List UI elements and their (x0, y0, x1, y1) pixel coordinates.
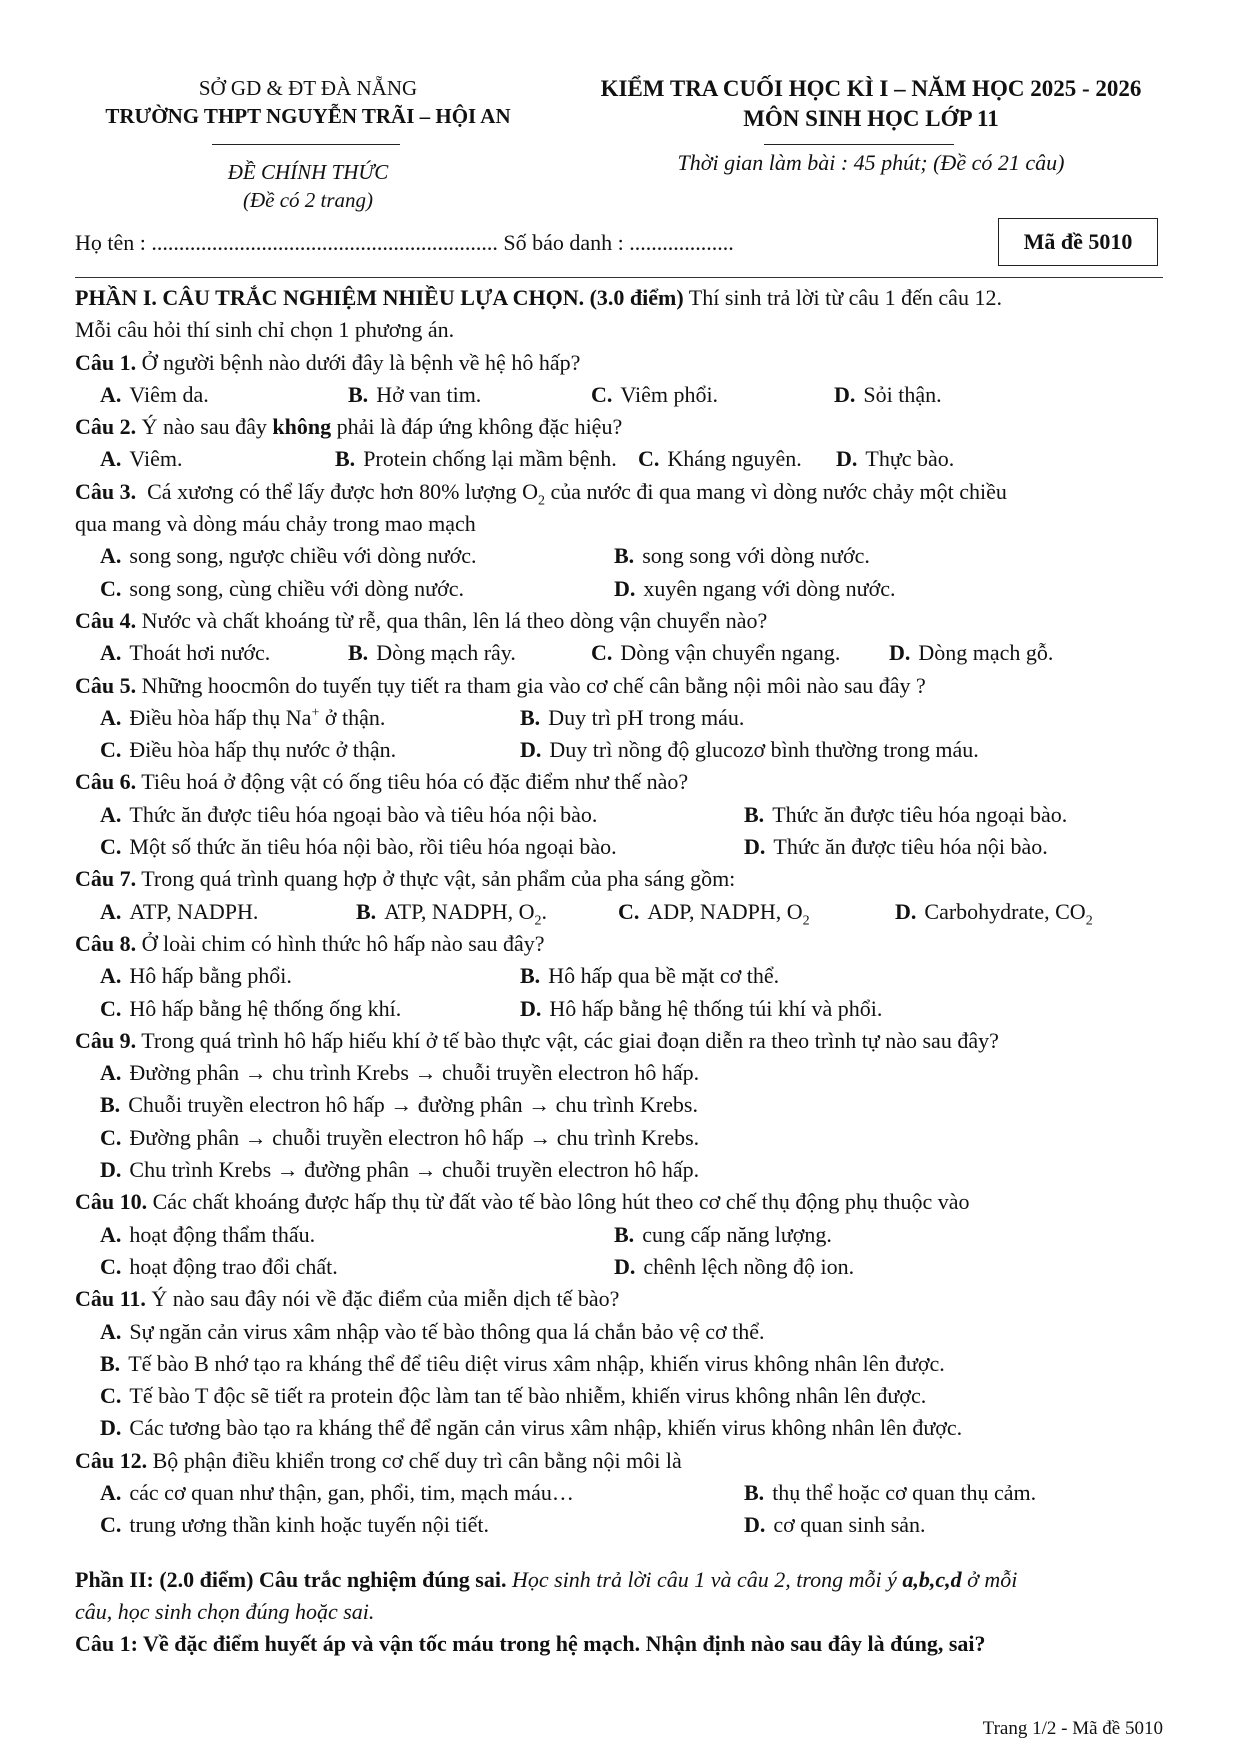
question-8 (75, 928, 1168, 960)
options-6-row2 (75, 831, 1168, 863)
options-10-row1 (75, 1219, 1168, 1251)
option-a[interactable]: A. ATP, NADPH. (100, 898, 259, 924)
option-b[interactable]: B. Thức ăn được tiêu hóa ngoại bào. (744, 801, 1068, 827)
duration: Thời gian làm bài : 45 phút; (Đề có 21 câu) (677, 150, 1065, 175)
part2-items: a,b,c,d (902, 1566, 962, 1592)
option-b[interactable]: B. song song với dòng nước. (614, 543, 870, 569)
question-text: Các chất khoáng được hấp thụ từ đất vào tế bào lông hút theo cơ chế thụ động phụ thuộc vào (152, 1189, 970, 1215)
option-d[interactable]: D. Duy trì nồng độ glucozơ bình thường trong máu. (520, 737, 979, 763)
question-2 (75, 411, 1168, 443)
department: SỞ GD & ĐT ĐÀ NẴNG (198, 76, 418, 100)
candidate-line: Họ tên : ............................................................... Số báo danh : ................... (75, 230, 734, 255)
question-text: Ở loài chim có hình thức hô hấp nào sau đây? (141, 930, 545, 956)
subscript: 2 (537, 493, 545, 509)
question-number: Câu 1. (75, 349, 137, 375)
option-b[interactable]: B. Tế bào B nhớ tạo ra kháng thể để tiêu diệt virus xâm nhập, khiến virus không nhân lên được. (100, 1350, 945, 1376)
question-number: Câu 8. (75, 930, 137, 956)
option-d[interactable]: D. Chu trình Krebs → đường phân → chuỗi truyền electron hô hấp. (100, 1157, 700, 1183)
question-3 (75, 476, 1168, 508)
option-b[interactable]: B. Chuỗi truyền electron hô hấp → đường phân → chu trình Krebs. (100, 1092, 698, 1118)
exam-code-box (998, 218, 1158, 266)
subject-title: MÔN SINH HỌC LỚP 11 (743, 106, 999, 131)
exam-code: Mã đề 5010 (1023, 229, 1133, 254)
question-text: Tiêu hoá ở động vật có ống tiêu hóa có đặc điểm như thế nào? (141, 769, 689, 795)
option-c[interactable]: C. hoạt động trao đổi chất. (100, 1253, 338, 1279)
options-10-row2 (75, 1251, 1168, 1283)
official-label: ĐỀ CHÍNH THỨC (227, 160, 389, 184)
option-a[interactable]: A. Đường phân → chu trình Krebs → chuỗi truyền electron hô hấp. (100, 1060, 700, 1086)
question-4 (75, 605, 1168, 637)
page-footer: Trang 1/2 - Mã đề 5010 (982, 1718, 1163, 1739)
option-a[interactable]: A. hoạt động thẩm thấu. (100, 1221, 316, 1247)
option-b[interactable]: B. Dòng mạch rây. (348, 640, 516, 666)
option-d[interactable]: D. Thực bào. (836, 446, 955, 472)
option-b[interactable]: B. Protein chống lại mầm bệnh. (335, 446, 617, 472)
options-6-row1 (75, 799, 1168, 831)
pages-note: (Đề có 2 trang) (242, 188, 374, 212)
option-a[interactable]: A. Sự ngăn cản virus xâm nhập vào tế bào thông qua lá chắn bảo vệ cơ thể. (100, 1318, 765, 1344)
option-c[interactable]: C. Một số thức ăn tiêu hóa nội bào, rồi tiêu hóa ngoại bào. (100, 834, 617, 860)
option-a[interactable]: A. các cơ quan như thận, gan, phổi, tim, mạch máu… (100, 1479, 574, 1505)
option-b[interactable]: B. Hô hấp qua bề mặt cơ thể. (520, 963, 780, 989)
option-d[interactable]: D. cơ quan sinh sản. (744, 1512, 926, 1538)
options-2 (75, 443, 1168, 475)
official-block (60, 158, 556, 214)
question-text: Trong quá trình hô hấp hiếu khí ở tế bào thực vật, các giai đoạn diễn ra theo trình tự nào sau đây? (141, 1027, 999, 1053)
part2-instruction-end: ở mỗi (967, 1566, 1018, 1592)
part1-title: PHẦN I. CÂU TRẮC NGHIỆM NHIỀU LỰA CHỌN. (75, 285, 585, 310)
option-a[interactable]: A. Hô hấp bằng phổi. (100, 963, 292, 989)
question-text: Những hoocmôn do tuyến tụy tiết ra tham gia vào cơ chế cân bằng nội môi nào sau đây ? (141, 672, 926, 698)
question-number: Câu 5. (75, 672, 137, 698)
option-c[interactable]: C. trung ương thần kinh hoặc tuyến nội tiết. (100, 1512, 489, 1538)
part1-instruction: Thí sinh trả lời từ câu 1 đến câu 12. (688, 285, 1002, 310)
option-d[interactable]: D. Hô hấp bằng hệ thống túi khí và phổi. (520, 995, 883, 1021)
option-b[interactable]: B. cung cấp năng lượng. (614, 1221, 832, 1247)
question-text: Cá xương có thể lấy được hơn 80% lượng O (147, 478, 538, 504)
school-name: TRƯỜNG THPT NGUYỄN TRÃI – HỘI AN (105, 104, 511, 128)
question-text: Ý nào sau đây nói về đặc điểm của miễn dịch tế bào? (151, 1286, 620, 1312)
options-5-row1 (75, 702, 1168, 734)
part2-heading (75, 1564, 1168, 1596)
question-emphasis: không (272, 414, 332, 440)
exam-content (75, 282, 1168, 1660)
option-c[interactable]: C. Dòng vận chuyển ngang. (591, 640, 841, 666)
part1-points: (3.0 điểm) (589, 285, 684, 310)
question-number: Câu 11. (75, 1286, 146, 1312)
part2-instruction2: câu, học sinh chọn đúng hoặc sai. (75, 1598, 375, 1624)
option-a[interactable]: A. Viêm da. (100, 381, 209, 407)
question-number: Câu 12. (75, 1447, 148, 1473)
option-d[interactable]: D. Carbohydrate, $CO_2$ (895, 898, 1093, 929)
question-text: Trong quá trình quang hợp ở thực vật, sản phẩm của pha sáng gồm: (141, 866, 736, 892)
part1-instruction2: Mỗi câu hỏi thí sinh chỉ chọn 1 phương án. (75, 317, 455, 343)
option-a[interactable]: A. song song, ngược chiều với dòng nước. (100, 543, 477, 569)
option-c[interactable]: C. Đường phân → chuỗi truyền electron hô hấp → chu trình Krebs. (100, 1124, 700, 1150)
option-b[interactable]: B. Hở van tim. (348, 381, 482, 407)
option-c[interactable]: C. Kháng nguyên. (638, 446, 802, 472)
options-5-row2 (75, 734, 1168, 766)
question-6 (75, 766, 1168, 798)
options-1 (75, 379, 1168, 411)
question-10 (75, 1186, 1168, 1218)
school-header (60, 74, 556, 130)
options-12-row1 (75, 1477, 1168, 1509)
option-c[interactable]: C. song song, cùng chiều với dòng nước. (100, 575, 464, 601)
section-gap (75, 1542, 1168, 1564)
option-c[interactable]: C. ADP, NADPH, $O_2$ (618, 898, 810, 929)
question-text-end: phải là đáp ứng không đặc hiệu? (336, 414, 623, 440)
question-number: Câu 4. (75, 607, 137, 633)
question-12 (75, 1445, 1168, 1477)
option-b[interactable]: B. ATP, NADPH, $O_2$. (356, 898, 548, 929)
question-number: Câu 10. (75, 1189, 148, 1215)
option-a[interactable]: A. Điều hòa hấp thụ Na+ ở thận. (100, 704, 386, 730)
question-9 (75, 1025, 1168, 1057)
question-number: Câu 9. (75, 1027, 137, 1053)
part2-question-1: Câu 1: Về đặc điểm huyết áp và vận tốc máu trong hệ mạch. Nhận định nào sau đây là đúng, sai? (75, 1631, 986, 1657)
option-c[interactable]: C. Viêm phổi. (591, 381, 719, 407)
part2-instruction: Học sinh trả lời câu 1 và câu 2, trong mỗi ý (511, 1566, 897, 1592)
option-d[interactable]: D. chênh lệch nồng độ ion. (614, 1253, 855, 1279)
options-3-row2 (75, 573, 1168, 605)
header-rule-left (212, 144, 400, 145)
question-text: Ở người bệnh nào dưới đây là bệnh về hệ hô hấp? (141, 349, 581, 375)
part1-heading (75, 282, 1168, 314)
question-3-cont: qua mang và dòng máu chảy trong mao mạch (75, 511, 476, 537)
option-d[interactable]: D. Dòng mạch gỗ. (889, 640, 1054, 666)
option-b[interactable]: B. thụ thể hoặc cơ quan thụ cảm. (744, 1479, 1037, 1505)
question-number: Câu 2. (75, 414, 137, 440)
question-11 (75, 1283, 1168, 1315)
question-number: Câu 7. (75, 866, 137, 892)
question-number: Câu 6. (75, 769, 137, 795)
option-c[interactable]: C. Điều hòa hấp thụ nước ở thận. (100, 737, 397, 763)
question-5 (75, 670, 1168, 702)
question-7 (75, 863, 1168, 895)
question-text: Ý nào sau đây (141, 414, 267, 440)
question-1 (75, 347, 1168, 379)
question-number: Câu 3. (75, 478, 137, 504)
options-7 (75, 896, 1168, 928)
option-d[interactable]: D. Các tương bào tạo ra kháng thể để ngăn cản virus xâm nhập, khiến virus không nhân lên được. (100, 1415, 963, 1441)
option-d[interactable]: D. xuyên ngang với dòng nước. (614, 575, 896, 601)
question-text-end: của nước đi qua mang vì dòng nước chảy một chiều (550, 478, 1007, 504)
options-4 (75, 637, 1168, 669)
option-d[interactable]: D. Sỏi thận. (834, 381, 942, 407)
header-rule-right (764, 144, 954, 145)
exam-title: KIỂM TRA CUỐI HỌC KÌ I – NĂM HỌC 2025 - 2026 (600, 76, 1142, 101)
options-3-row1 (75, 540, 1168, 572)
question-text: Bộ phận điều khiển trong cơ chế duy trì cân bằng nội môi là (152, 1447, 682, 1473)
exam-header (568, 74, 1174, 134)
options-8-row2 (75, 993, 1168, 1025)
option-a[interactable]: A. Thoát hơi nước. (100, 640, 271, 666)
options-12-row2 (75, 1509, 1168, 1541)
option-a[interactable]: A. Thức ăn được tiêu hóa ngoại bào và tiêu hóa nội bào. (100, 801, 598, 827)
question-text: Nước và chất khoáng từ rễ, qua thân, lên lá theo dòng vận chuyển nào? (141, 607, 768, 633)
header-divider (75, 277, 1163, 278)
option-c[interactable]: C. Tế bào T độc sẽ tiết ra protein độc làm tan tế bào nhiễm, khiến virus không nhân lên được. (100, 1383, 927, 1409)
options-8-row1 (75, 960, 1168, 992)
option-c[interactable]: C. Hô hấp bằng hệ thống ống khí. (100, 995, 402, 1021)
option-a[interactable]: A. Viêm. (100, 446, 183, 472)
part2-title: Phần II: (2.0 điểm) Câu trắc nghiệm đúng sai. (75, 1566, 507, 1592)
option-b[interactable]: B. Duy trì pH trong máu. (520, 704, 745, 730)
option-d[interactable]: D. Thức ăn được tiêu hóa nội bào. (744, 834, 1048, 860)
